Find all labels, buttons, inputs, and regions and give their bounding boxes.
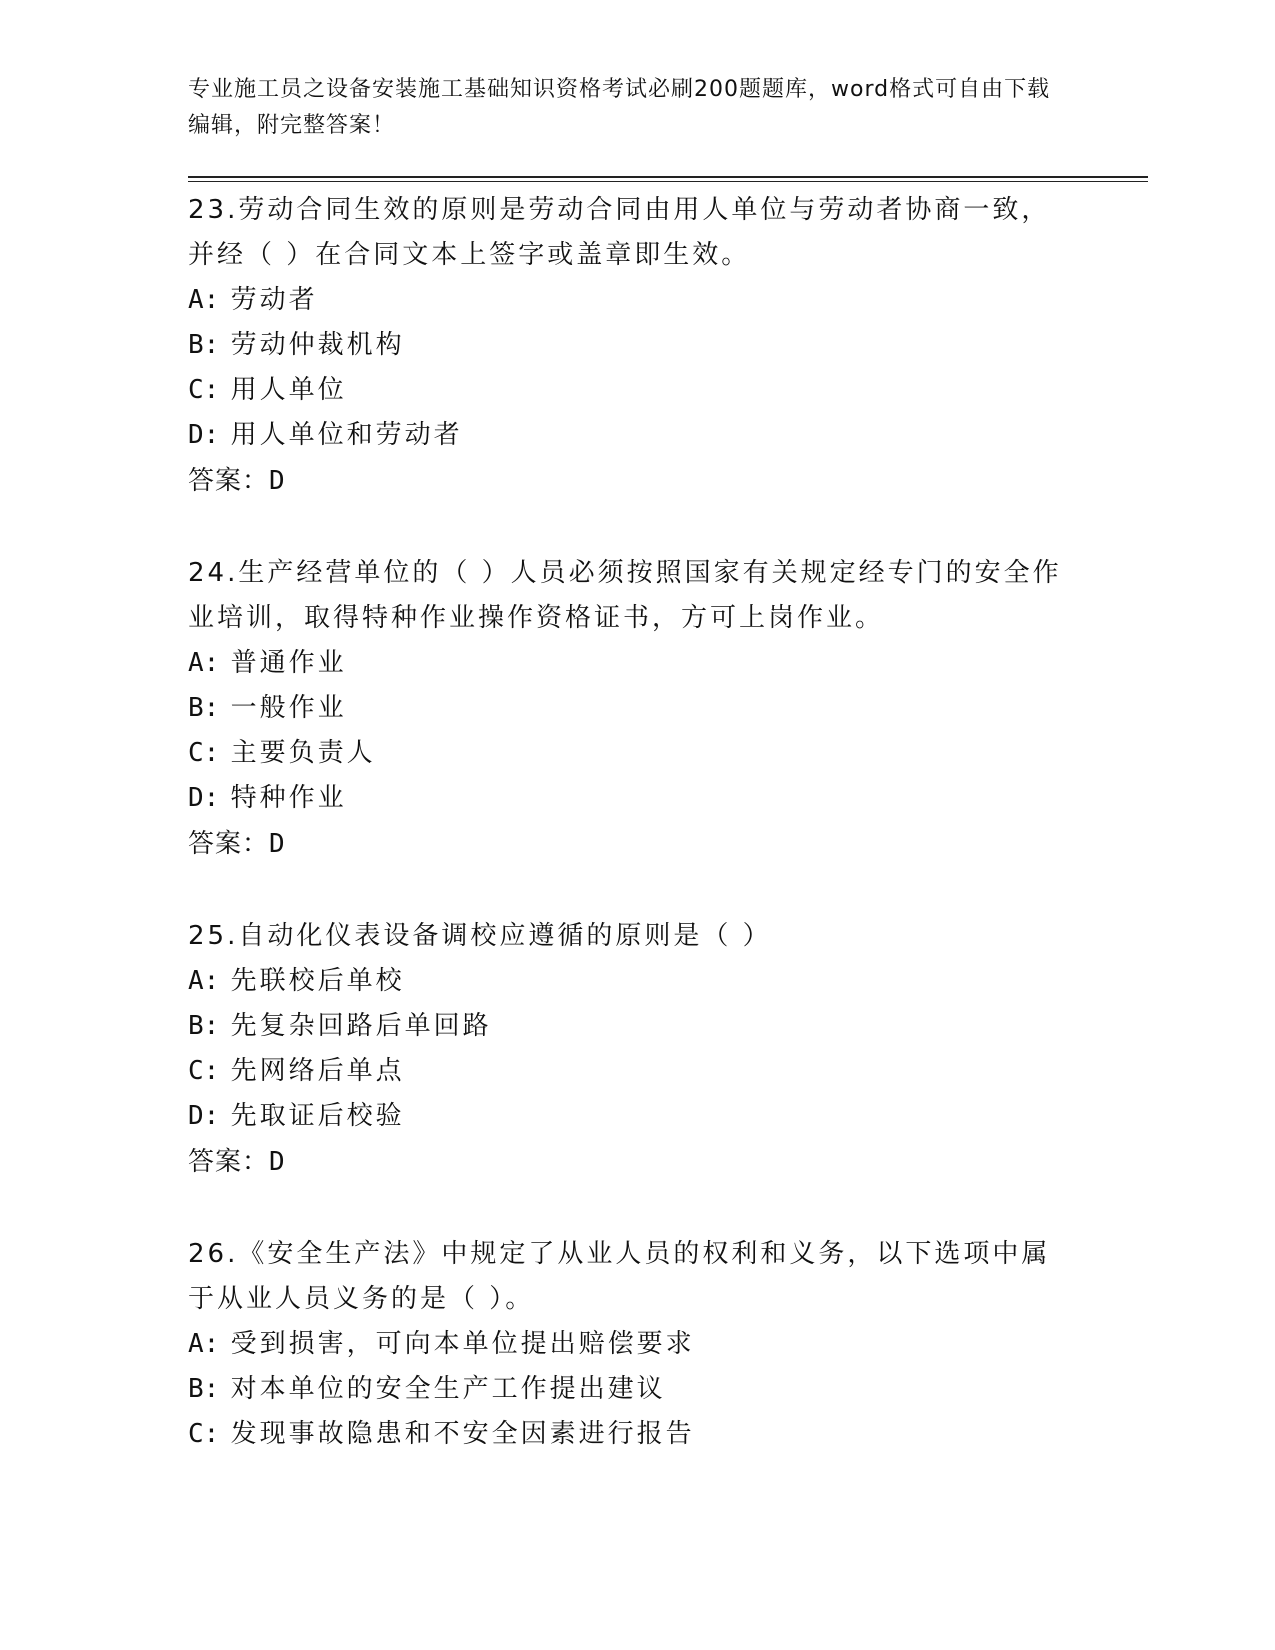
option-text: 用人单位和劳动者: [230, 420, 463, 450]
answer-label: 答案：: [188, 1147, 270, 1177]
answer-value: D: [269, 466, 286, 496]
option-text: 特种作业: [230, 783, 347, 813]
header-divider-thin: [188, 181, 1148, 182]
option-letter: C:: [188, 375, 220, 405]
option-b: [188, 323, 1078, 368]
option-b: [188, 686, 1078, 731]
option-a: [188, 641, 1078, 686]
question-stem: 24.生产经营单位的（ ）人员必须按照国家有关规定经专门的安全作业培训，取得特种作业操作资格证书，方可上岗作业。: [188, 558, 1062, 633]
option-text: 先联校后单校: [230, 966, 405, 996]
option-c: [188, 368, 1078, 413]
option-letter: C:: [188, 1056, 220, 1086]
option-text: 普通作业: [230, 648, 347, 678]
option-letter: B:: [188, 1374, 220, 1404]
answer-line: [188, 1139, 1078, 1185]
answer-line: [188, 821, 1078, 867]
option-letter: C:: [188, 1419, 220, 1449]
option-text: 一般作业: [230, 693, 347, 723]
option-d: [188, 1094, 1078, 1139]
question-23: [188, 188, 1078, 504]
answer-label: 答案：: [188, 466, 270, 496]
answer-value: D: [269, 829, 286, 859]
option-text: 受到损害，可向本单位提出赔偿要求: [230, 1329, 695, 1359]
option-letter: D:: [188, 1101, 220, 1131]
option-letter: B:: [188, 330, 220, 360]
question-stem: 26.《安全生产法》中规定了从业人员的权利和义务，以下选项中属于从业人员义务的是（ ）。: [188, 1239, 1051, 1314]
option-text: 主要负责人: [230, 738, 376, 768]
option-text: 发现事故隐患和不安全因素进行报告: [230, 1419, 695, 1449]
option-c: [188, 1412, 1078, 1457]
option-letter: A:: [188, 648, 220, 678]
option-b: [188, 1367, 1078, 1412]
option-text: 先复杂回路后单回路: [230, 1011, 492, 1041]
answer-label: 答案：: [188, 829, 270, 859]
option-letter: C:: [188, 738, 220, 768]
option-letter: A:: [188, 966, 220, 996]
option-letter: A:: [188, 1329, 220, 1359]
option-a: [188, 959, 1078, 1004]
header-divider-thick: [188, 176, 1148, 178]
question-26: [188, 1232, 1078, 1457]
option-a: [188, 278, 1078, 323]
option-letter: B:: [188, 1011, 220, 1041]
answer-value: D: [269, 1147, 286, 1177]
option-d: [188, 776, 1078, 821]
option-c: [188, 731, 1078, 776]
option-text: 劳动者: [230, 285, 318, 315]
option-letter: A:: [188, 285, 220, 315]
answer-line: [188, 458, 1078, 504]
document-header: 专业施工员之设备安装施工基础知识资格考试必刷200题题库，word格式可自由下载编辑，附完整答案！: [188, 77, 1051, 138]
question-stem: 23.劳动合同生效的原则是劳动合同由用人单位与劳动者协商一致，并经（ ）在合同文本上签字或盖章即生效。: [188, 195, 1051, 270]
option-b: [188, 1004, 1078, 1049]
option-text: 先网络后单点: [230, 1056, 405, 1086]
option-text: 劳动仲裁机构: [230, 330, 405, 360]
option-letter: D:: [188, 420, 220, 450]
option-text: 用人单位: [230, 375, 347, 405]
option-letter: D:: [188, 783, 220, 813]
option-c: [188, 1049, 1078, 1094]
question-list: [188, 188, 1078, 1504]
question-25: [188, 914, 1078, 1185]
question-24: [188, 551, 1078, 867]
option-d: [188, 413, 1078, 458]
option-text: 先取证后校验: [230, 1101, 405, 1131]
option-text: 对本单位的安全生产工作提出建议: [230, 1374, 666, 1404]
question-stem: 25.自动化仪表设备调校应遵循的原则是（ ）: [188, 921, 772, 951]
option-letter: B:: [188, 693, 220, 723]
option-a: [188, 1322, 1078, 1367]
